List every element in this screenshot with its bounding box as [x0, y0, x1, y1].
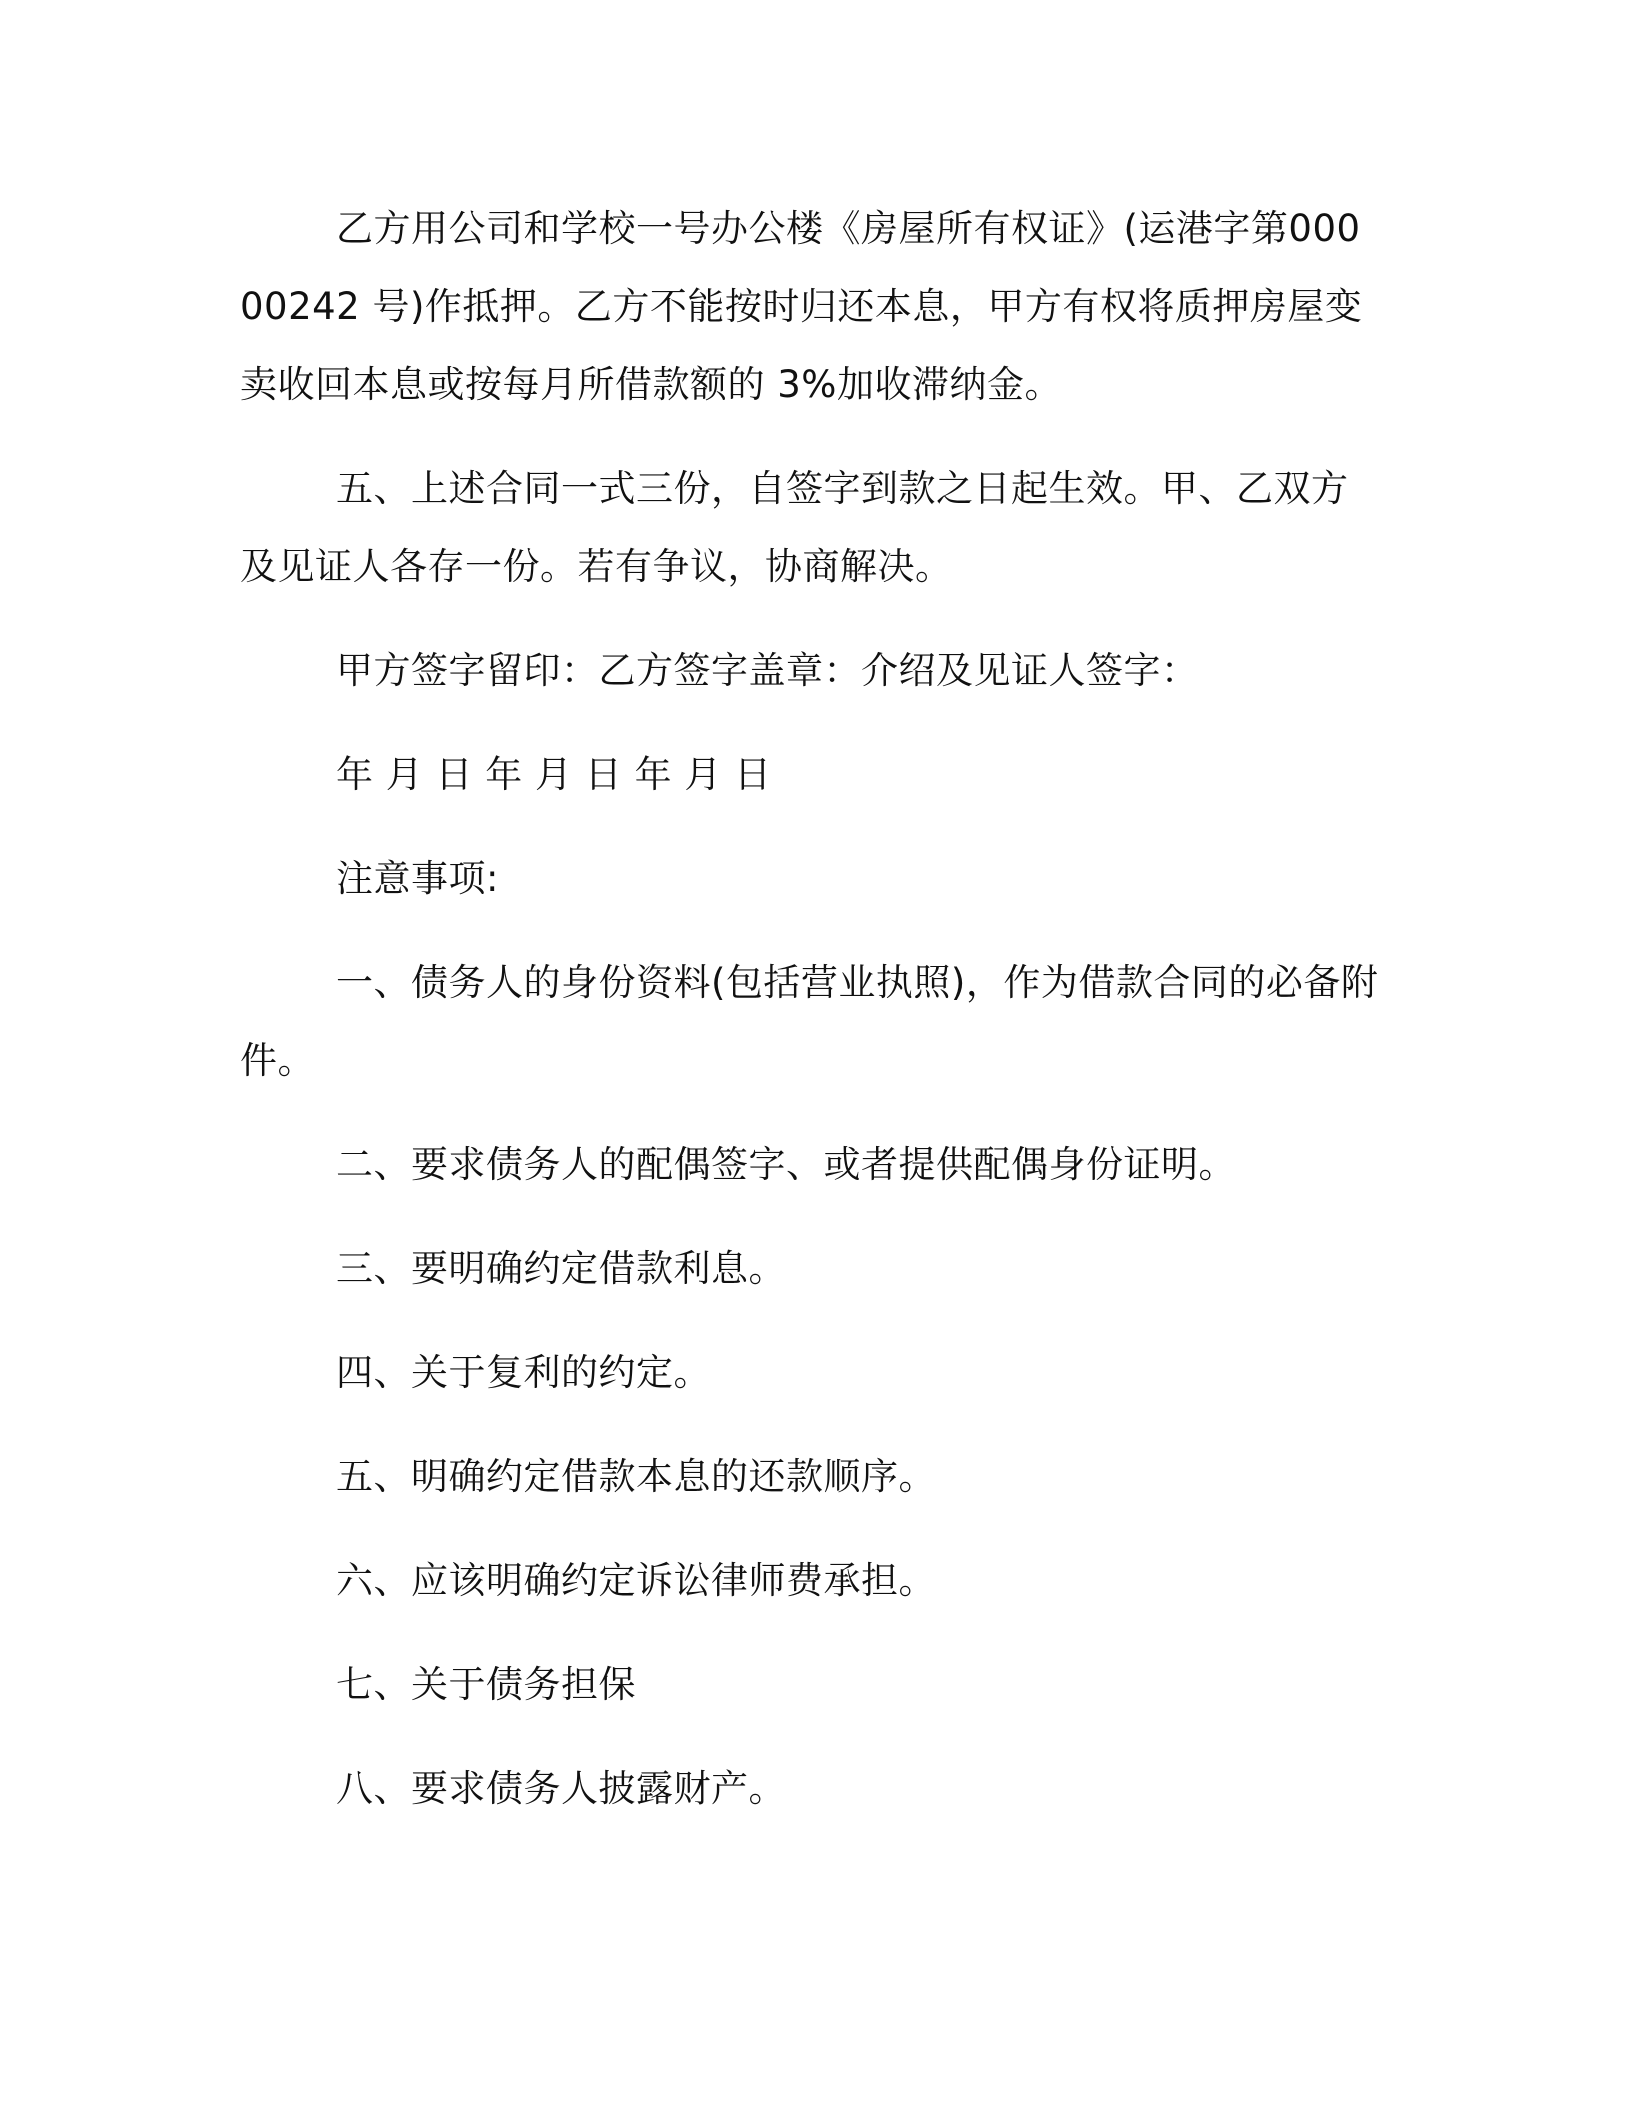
note-item-3: 三、要明确约定借款利息。	[336, 1247, 786, 1290]
note-item-1: 一、债务人的身份资料(包括营业执照)，作为借款合同的必备附件。	[240, 961, 1379, 1082]
note-item-6: 六、应该明确约定诉讼律师费承担。	[336, 1559, 936, 1602]
paragraph-notes-heading: 注意事项:	[336, 857, 499, 900]
paragraph-signatures: 甲方签字留印：乙方签字盖章：介绍及见证人签字：	[336, 649, 1199, 692]
paragraph-mortgage-clause: 乙方用公司和学校一号办公楼《房屋所有权证》(运港字第00000242 号)作抵押。乙方不能按时归还本息，甲方有权将质押房屋变卖收回本息或按每月所借款额的 3%加收滞纳金。	[240, 207, 1363, 406]
note-item-7: 七、关于债务担保	[336, 1663, 636, 1706]
note-item-4: 四、关于复利的约定。	[336, 1351, 711, 1394]
document-body	[240, 190, 1380, 1828]
paragraph-clause-five: 五、上述合同一式三份，自签字到款之日起生效。甲、乙双方及见证人各存一份。若有争议，协商解决。	[240, 467, 1349, 588]
note-item-2: 二、要求债务人的配偶签字、或者提供配偶身份证明。	[336, 1143, 1236, 1186]
note-item-8: 八、要求债务人披露财产。	[336, 1767, 786, 1810]
note-item-5: 五、明确约定借款本息的还款顺序。	[336, 1455, 936, 1498]
paragraph-dates: 年 月 日 年 月 日 年 月 日	[336, 753, 772, 796]
